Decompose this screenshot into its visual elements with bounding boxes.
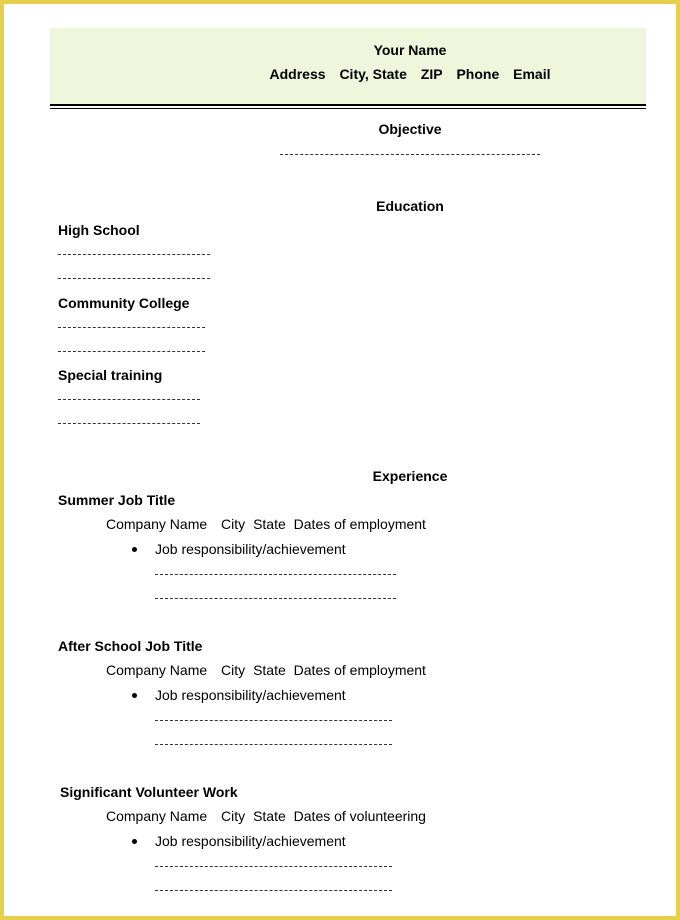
job-3-dates: Dates of volunteering — [293, 808, 426, 824]
job-2-line-2[interactable] — [155, 744, 392, 745]
job-1-company: Company Name — [106, 516, 208, 532]
header-rule-thin — [50, 108, 646, 109]
contact-line — [270, 66, 551, 82]
job-2-dates: Dates of employment — [293, 662, 426, 678]
contact-phone: Phone — [456, 66, 500, 82]
job-1-responsibility: Job responsibility/achievement — [155, 541, 346, 557]
contact-email: Email — [513, 66, 551, 82]
education-high-school: High School — [58, 222, 140, 238]
contact-zip: ZIP — [420, 66, 443, 82]
training-line-1[interactable] — [58, 399, 200, 400]
job-3-line-1[interactable] — [155, 866, 392, 867]
job-2-details — [106, 662, 426, 678]
job-3-company: Company Name — [106, 808, 208, 824]
job-1-line-2[interactable] — [155, 598, 396, 599]
objective-title: Objective — [378, 121, 442, 137]
education-community-college: Community College — [58, 295, 190, 311]
job-2-responsibility: Job responsibility/achievement — [155, 687, 346, 703]
job-1-dates: Dates of employment — [293, 516, 426, 532]
contact-address: Address — [269, 66, 326, 82]
job-2-line-1[interactable] — [155, 720, 392, 721]
job-1-line-1[interactable] — [155, 574, 396, 575]
job-2-company: Company Name — [106, 662, 208, 678]
job-1-bullet-icon — [132, 547, 137, 552]
job-3-details — [106, 808, 426, 824]
your-name: Your Name — [373, 42, 447, 58]
college-line-2[interactable] — [58, 351, 205, 352]
education-title: Education — [376, 198, 444, 214]
job-3-state: State — [253, 808, 286, 824]
job-3-responsibility: Job responsibility/achievement — [155, 833, 346, 849]
job-2-city: City — [221, 662, 246, 678]
job-1-state: State — [253, 516, 286, 532]
job-2-bullet-icon — [132, 693, 137, 698]
high-school-line-2[interactable] — [58, 278, 210, 279]
job-3-bullet-icon — [132, 839, 137, 844]
objective-blank-line[interactable] — [280, 154, 540, 155]
education-special-training: Special training — [58, 367, 163, 383]
college-line-1[interactable] — [58, 327, 205, 328]
job-3-city: City — [221, 808, 246, 824]
job-2-title: After School Job Title — [58, 638, 203, 654]
job-3-line-2[interactable] — [155, 890, 392, 891]
header-rule-thick — [50, 104, 646, 106]
contact-city-state: City, State — [339, 66, 407, 82]
job-1-city: City — [221, 516, 246, 532]
high-school-line-1[interactable] — [58, 254, 210, 255]
experience-title: Experience — [372, 468, 448, 484]
training-line-2[interactable] — [58, 423, 200, 424]
job-3-title: Significant Volunteer Work — [60, 784, 238, 800]
job-2-state: State — [253, 662, 286, 678]
job-1-details — [106, 516, 426, 532]
job-1-title: Summer Job Title — [58, 492, 176, 508]
